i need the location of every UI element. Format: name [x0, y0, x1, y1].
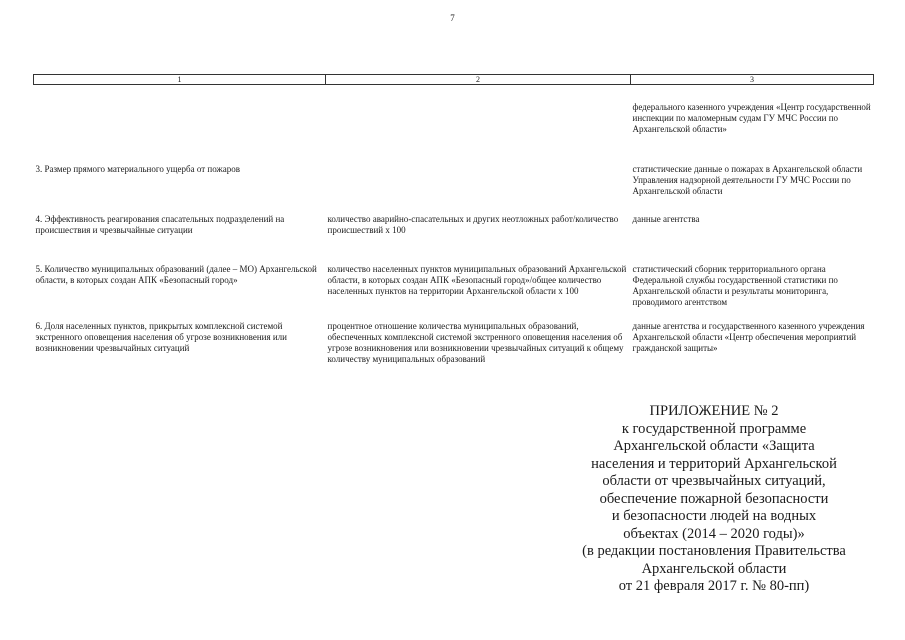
- appendix-line: от 21 февраля 2017 г. № 80-пп): [618, 578, 810, 594]
- data-source-cell: данные агентства и государственного казенного учреждения Архангельской области «Центр обеспечения мероприятий гражданской защиты»: [632, 321, 865, 353]
- data-source-cell: статистические данные о пожарах в Архангельской области Управления надзорной деятельности ГУ МЧС России по Архангельской области: [632, 164, 863, 196]
- appendix-line: Архангельской области: [641, 560, 787, 577]
- calculation-method-cell: количество населенных пунктов муниципальных образований Архангельской области, в которых создан АПК «Безопасный город»/общее количество населенных пунктов на территории Архангельской области х 100: [327, 264, 627, 296]
- table-row: [34, 162, 874, 212]
- appendix-line: и безопасности людей на водных: [611, 508, 817, 524]
- appendix-line: Архангельской области «Защита: [613, 438, 815, 454]
- table-header: [34, 75, 874, 85]
- calculation-method-cell: процентное отношение количества муниципальных образований, обеспеченных комплексной системой экстренного оповещения населения об угрозе возникновения или возникновении чрезвычайных ситуаций к общему количеству муниципальных образований: [327, 321, 624, 364]
- indicator-name-cell: [34, 85, 326, 163]
- appendix-line: области от чрезвычайных ситуаций,: [602, 473, 826, 489]
- table-row: [34, 263, 874, 321]
- appendix-line: обеспечение пожарной безопасности: [599, 490, 829, 507]
- indicator-name-cell: 3. Размер прямого материального ущерба от пожаров: [35, 164, 240, 174]
- data-source-cell: данные агентства: [632, 214, 700, 224]
- table-row: [34, 212, 874, 263]
- calculation-method-cell: количество аварийно-спасательных и других неотложных работ/количество происшествий х 100: [327, 214, 619, 235]
- appendix-line: (в редакции постановления Правительства: [582, 543, 846, 559]
- appendix-line: объектах (2014 – 2020 годы)»: [623, 525, 805, 542]
- appendix-line: населения и территорий Архангельской: [591, 455, 837, 472]
- calculation-method-cell: [326, 85, 631, 163]
- data-source-cell: статистический сборник территориального органа Федеральной службы государственной статистики по Архангельской области и результаты мониторинга, проводимого агентством: [632, 264, 838, 307]
- page-number: 7: [450, 13, 455, 23]
- calculation-method-cell: [326, 162, 631, 212]
- appendix-line: к государственной программе: [621, 420, 807, 437]
- indicator-name-cell: 5. Количество муниципальных образований (далее – МО) Архангельской области, в которых создан АПК «Безопасный город»: [35, 264, 317, 285]
- column-header-1: 1: [34, 75, 326, 85]
- table-row: [34, 321, 874, 381]
- data-source-cell: федерального казенного учреждения «Центр государственной инспекции по маломерным судам ГУ МЧС России по Архангельской области»: [632, 102, 871, 134]
- indicator-name-cell: 4. Эффективность реагирования спасательных подразделений на происшествия и чрезвычайные ситуации: [35, 214, 285, 235]
- indicators-table: [33, 74, 874, 381]
- appendix-title: ПРИЛОЖЕНИЕ № 2: [649, 403, 779, 419]
- column-header-2: 2: [326, 75, 631, 85]
- appendix-heading-block: [547, 403, 881, 596]
- indicator-name-cell: 6. Доля населенных пунктов, прикрытых комплексной системой экстренного оповещения населения об угрозе возникновения или возникновении чрезвычайных ситуаций: [35, 321, 287, 353]
- column-header-3: 3: [631, 75, 874, 85]
- table-row: [34, 85, 874, 163]
